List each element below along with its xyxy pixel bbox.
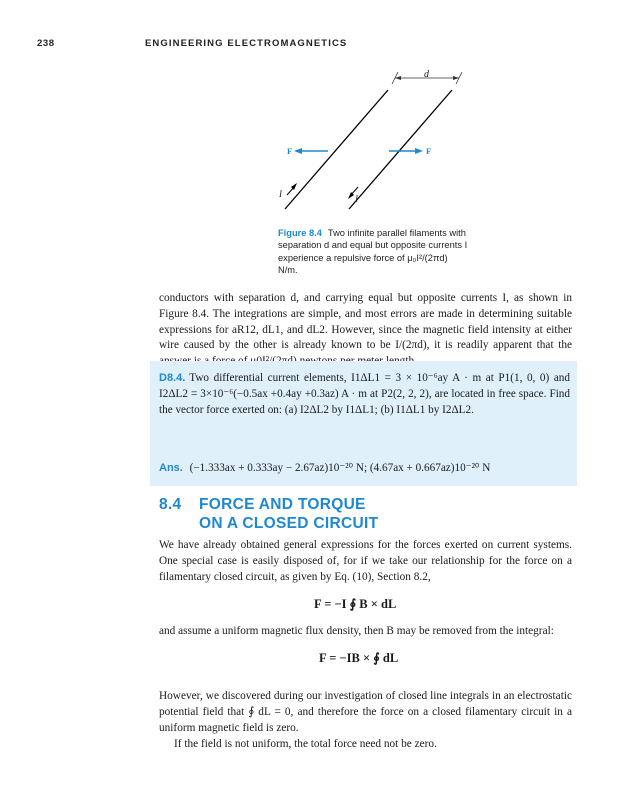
current-arrow-right	[348, 187, 359, 204]
drill-answer-block	[159, 461, 490, 474]
figure-8-4	[250, 70, 480, 220]
section-number: 8.4	[159, 496, 182, 513]
equation-1: F = −I ∮ B × dL	[314, 597, 397, 611]
answer-label: Ans.	[159, 462, 183, 474]
paragraph-1: conductors with separation d, and carrying equal but opposite currents I, as shown in Figure 8.4. The integrations are simple, and most errors are made in determining suitable expressions for aR12, dL1, and dL2. However, since the magnetic field intensity at either wire caused by the other is already known to be I/(2πd), it is readily apparent that the	[159, 292, 572, 352]
page-number: 238	[37, 38, 55, 49]
force-arrow-left	[287, 146, 328, 156]
paragraph-5: If the field is not uniform, the total force need not be zero.	[174, 738, 437, 750]
label-I-right: I	[355, 194, 358, 204]
label-F-left: F	[287, 146, 293, 156]
paragraph-3: and assume a uniform magnetic flux density, then B may be removed from the integral:	[159, 625, 554, 637]
drill-question: Two differential current elements, I1ΔL1 = 3 × 10⁻⁶ay A · m at P1(1, 0, 0) and I2ΔL2 = 3×10⁻⁶(−0.5ax +0.4ay +0.3az) A · m at P2(2, 2, 2), are located in free space. Find the vector force exerted on: (a) I2ΔL2 by I1ΔL1; (b) I1ΔL1 by I2ΔL2.	[159, 372, 570, 416]
section-title-line-2: ON A CLOSED CIRCUIT	[199, 515, 379, 532]
section-title-line-1: FORCE AND TORQUE	[199, 496, 366, 513]
paragraph-4: However, we discovered during our investigation of closed line integrals in an electrostatic potential field that ∮ dL = 0, and therefore the force on a closed filamentary circuit in a uniform magnetic field is zero.	[159, 690, 572, 734]
paragraph-2: We have already obtained general expressions for the forces exerted on current systems. One special case is easily disposed of, for if we take our relationship for the force on a filamentary closed circuit, as given by Eq. (10), Section 8.2,	[159, 539, 572, 583]
caption-label: Figure 8.4	[278, 228, 322, 238]
section-heading	[159, 495, 378, 533]
drill-answer: (−1.333ax + 0.333ay − 2.67az)10⁻²⁰ N; (4.67ax + 0.667az)10⁻²⁰ N	[189, 462, 491, 474]
label-I-left: I	[279, 189, 282, 199]
current-arrow-left	[278, 183, 297, 199]
figure-caption	[278, 227, 468, 277]
section-line-1	[159, 495, 378, 514]
label-F-right: F	[426, 146, 432, 156]
dimension-d	[392, 70, 462, 84]
running-head: ENGINEERING ELECTROMAGNETICS	[145, 38, 348, 49]
label-d: d	[424, 70, 429, 80]
equation-2: F = −IB × ∮ dL	[319, 651, 399, 665]
drill-problem-box	[150, 361, 577, 486]
drill-question-block	[159, 371, 570, 418]
caption-text: Two infinite parallel filaments with separation d and equal but opposite currents I experience a repulsive force of μ₀I²/(2πd) N/m.	[278, 228, 468, 276]
filament-right	[349, 90, 452, 209]
drill-label: D8.4.	[159, 372, 186, 384]
